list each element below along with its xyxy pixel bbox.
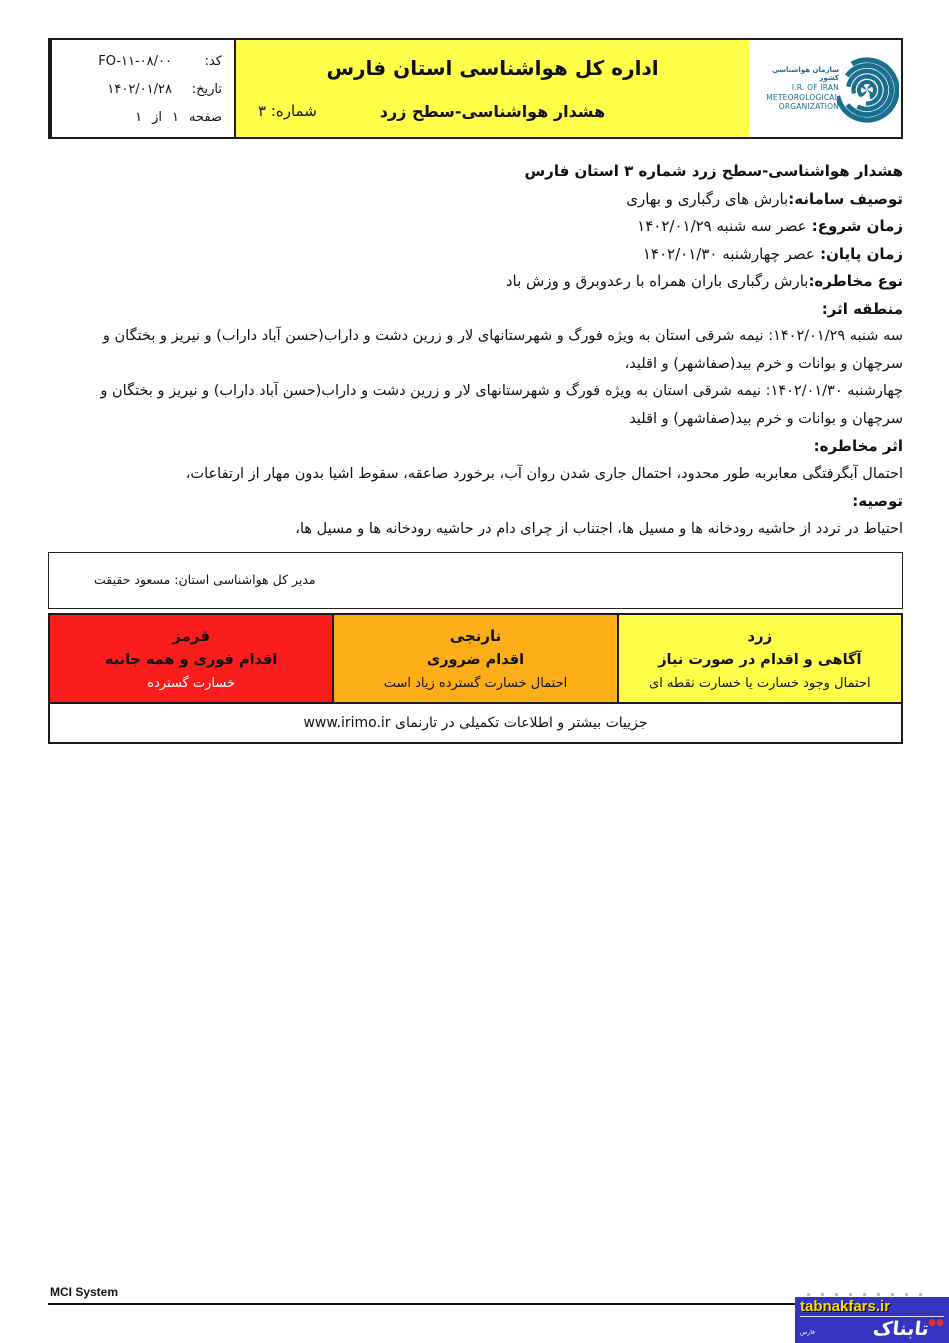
alert-cell-orange	[332, 615, 616, 702]
region-line-wednesday: چهارشنبه ۱۴۰۲/۰۱/۳۰: نیمه شرقی استان به ویژه فورگ و شهرستانهای لار و زرین دشت و داراب(حسن آباد داراب) و نیریز و بختگان و سرچهان و بوانات و خرم بید(صفاشهر) و اقلید	[100, 383, 903, 427]
effect-label: اثر مخاطره:	[813, 437, 903, 455]
mci-system-label: MCI System	[50, 1285, 119, 1299]
date-value: ۱۴۰۲/۰۱/۲۸	[107, 82, 172, 97]
effect-text: احتمال آبگرفتگی معابربه طور محدود، احتمال جاری شدن روان آب، برخورد صاعقه، سقوط اشیا بدون مهار از ارتفاعات،	[185, 465, 903, 482]
page-total: ۱	[135, 110, 143, 125]
advice-text: احتیاط در تردد از حاشیه رودخانه ها و مسیل ها، اجتناب از چرای دام در حاشیه رودخانه ها و مسیل ها،	[295, 520, 903, 537]
meta-code-row	[60, 48, 222, 76]
field-label: نوع مخاطره:	[808, 272, 903, 290]
header-logo-box	[749, 40, 901, 137]
meteorological-org-logo	[753, 50, 899, 128]
alert-orange-action: اقدام ضروری	[426, 652, 525, 668]
field-label: زمان پایان:	[814, 244, 903, 263]
header-table	[48, 38, 903, 139]
field-value: بارش رگباری باران همراه با رعدوبرق و وزش باد	[505, 272, 809, 290]
tabnak-red-dots: ●●	[928, 1318, 944, 1328]
region-label: منطقه اثر:	[821, 299, 903, 318]
alert-red-desc: خسارت گسترده	[147, 676, 236, 691]
warning-number: شماره: ۳	[258, 102, 317, 120]
more-info-footer: جزییات بیشتر و اطلاعات تکمیلی در تارنمای www.irimo.ir	[50, 702, 901, 742]
alert-orange-desc: احتمال خسارت گسترده زیاد است	[383, 676, 568, 691]
alert-orange-name: نارنجی	[449, 627, 502, 645]
alert-cell-yellow	[617, 615, 901, 702]
warning-body	[48, 158, 903, 543]
field-value: عصر سه شنبه ۱۴۰۲/۰۱/۲۹	[637, 217, 807, 235]
logo-en-line3: ORGANIZATION	[778, 101, 839, 111]
page-of-label: از	[152, 110, 163, 125]
warning-heading: هشدار هواشناسی-سطح زرد شماره ۳ استان فارس	[524, 162, 903, 180]
field-system-description	[48, 186, 903, 214]
director-signature: مدیر کل هواشناسی استان: مسعود حقیقت	[94, 572, 316, 587]
logo-en-line2: METEOROLOGICAL	[766, 92, 839, 102]
tabnak-calligraphy: تابناک	[871, 1318, 930, 1340]
header-title-box	[234, 40, 749, 137]
tabnakfars-url: tabnakfars.ir	[800, 1298, 944, 1317]
logo-fa-line: سازمان هواشناسی کشور	[772, 65, 839, 83]
alert-cells-row	[50, 615, 901, 702]
meta-date-row	[60, 76, 222, 104]
alert-yellow-desc: احتمال وجود خسارت یا خسارت نقطه ای	[649, 676, 871, 691]
alert-level-table	[48, 613, 903, 744]
field-label: زمان شروع:	[806, 217, 903, 235]
meta-page-row	[60, 104, 222, 132]
logo-text	[753, 66, 839, 112]
field-hazard-type	[48, 268, 903, 296]
region-line-tuesday: سه شنبه ۱۴۰۲/۰۱/۲۹: نیمه شرقی استان به ویژه فورگ و شهرستانهای لار و زرین دشت و داراب(حسن آباد داراب) و نیریز و بختگان و سرچهان و بوانات و خرم بید(صفاشهر) و اقلید،	[102, 328, 903, 372]
code-label: کد:	[204, 54, 222, 69]
field-label: توصیف سامانه:	[788, 189, 903, 208]
alert-red-action: اقدام فوری و همه جانبه	[104, 652, 278, 668]
field-value: عصر چهارشنبه ۱۴۰۲/۰۱/۳۰	[642, 244, 815, 263]
tabnakfars-watermark	[795, 1297, 949, 1343]
alert-yellow-action: آگاهی و اقدام در صورت نیاز	[658, 652, 862, 668]
spiral-logo-icon	[837, 50, 899, 128]
code-value: FO-۱۱-۰۸/۰۰	[98, 54, 172, 69]
page-label: صفحه	[189, 110, 222, 125]
advice-label: توصیه:	[852, 492, 903, 510]
field-value: بارش های رگباری و بهاری	[626, 189, 789, 208]
org-title: اداره کل هواشناسی استان فارس	[326, 56, 659, 80]
tabnak-calligraphy-row	[800, 1317, 944, 1341]
alert-cell-red	[50, 615, 332, 702]
footer-divider	[48, 1303, 798, 1305]
logo-en-line1: I.R. OF IRAN	[791, 83, 839, 93]
date-label: تاریخ:	[191, 82, 222, 97]
alert-yellow-name: زرد	[747, 627, 773, 645]
signature-box	[48, 552, 903, 609]
page-current: ۱	[172, 110, 180, 125]
alert-red-name: قرمز	[172, 627, 211, 645]
tabnak-fars-label: فارس	[800, 1329, 815, 1336]
header-meta-box	[50, 40, 234, 137]
warning-subtitle: هشدار هواشناسی-سطح زرد	[379, 102, 606, 121]
field-end-time	[48, 241, 903, 269]
field-start-time	[48, 213, 903, 241]
